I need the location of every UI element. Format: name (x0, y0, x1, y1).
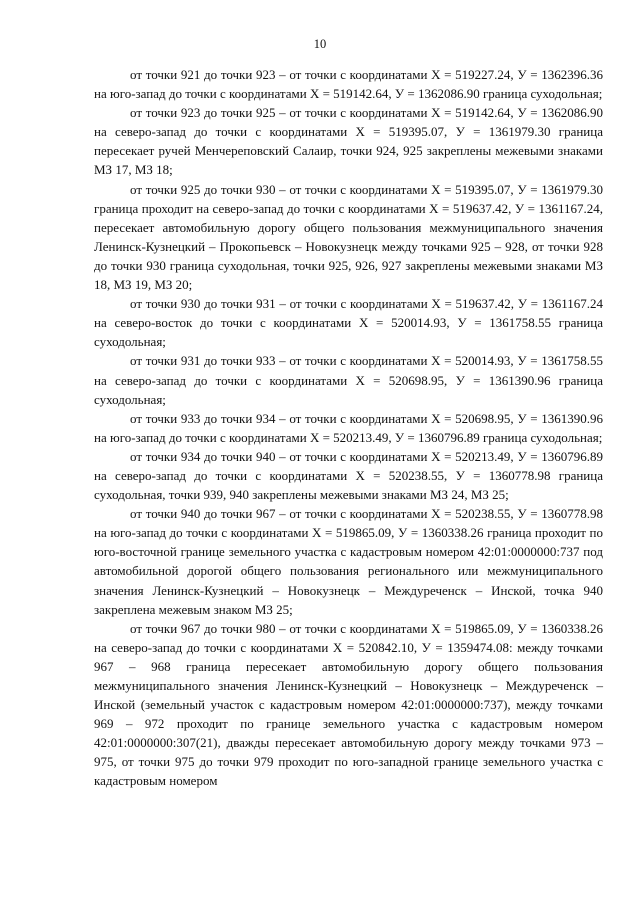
boundary-paragraph-967-980: от точки 967 до точки 980 – от точки с координатами Х = 519865.09, У = 1360338.26 на северо-запад до точки с координатами Х = 520842.10, У = 1359474.08: между точками 967 – 968 граница пересекает автомобильную дорогу общего пользования межмуниципального значения Ленинск-Кузнецкий – Новокузнецк – Междуреченск – Инской (земельный участок с кадастровым номером 42:01:0000000:737), между точками 969 – 972 проходит по границе земельного участка с кадастровым номером 42:01:0000000:307(21), дважды пересекает автомобильную дорогу между точками 973 – 975, от точки 975 до точки 979 проходит по юго-западной границе земельного участка с кадастровым номером (94, 620, 603, 789)
page-number: 10 (313, 37, 327, 51)
boundary-paragraph-923-925: от точки 923 до точки 925 – от точки с координатами Х = 519142.64, У = 1362086.90 на северо-запад до точки с координатами Х = 519395.07, У = 1361979.30 граница пересекает ручей Менчереповский Салаир, точки 924, 925 закреплены межевыми знаками МЗ 17, МЗ 18; (94, 105, 603, 178)
boundary-paragraph-931-933: от точки 931 до точки 933 – от точки с координатами Х = 520014.93, У = 1361758.55 на северо-запад до точки с координатами Х = 520698.95, У = 1361390.96 граница суходольная; (94, 353, 603, 407)
boundary-paragraph-934-940: от точки 934 до точки 940 – от точки с координатами Х = 520213.49, У = 1360796.89 на северо-запад до точки с координатами Х = 520238.55, У = 1360778.98 граница суходольная, точки 939, 940 закреплены межевыми знаками МЗ 24, МЗ 25; (94, 448, 603, 503)
boundary-paragraph-925-930: от точки 925 до точки 930 – от точки с координатами Х = 519395.07, У = 1361979.30 граница проходит на северо-запад до точки с координатами Х = 519637.42, У = 1361167.24, пересекает автомобильную дорогу общего пользования межмуниципального значения Ленинск-Кузнецкий – Прокопьевск – Новокузнецк между точками 925 – 928, от точки 928 до точки 930 граница суходольная, точки 925, 926, 927 закреплены межевыми знаками МЗ 18, МЗ 19, МЗ 20; (94, 181, 603, 293)
boundary-paragraph-940-967: от точки 940 до точки 967 – от точки с координатами Х = 520238.55, У = 1360778.98 на юго-запад до точки с координатами Х = 519865.09, У = 1360338.26 граница проходит по юго-восточной границе земельного участка с кадастровым номером 42:01:0000000:737 под автомобильной дорогой общего пользования регионального или межмуниципального значения Ленинск-Кузнецкий – Новокузнецк – Междуреченск – Инской, точка 940 закреплена межевым знаком МЗ 25; (94, 506, 603, 617)
boundary-paragraph-921-923: от точки 921 до точки 923 – от точки с координатами Х = 519227.24, У = 1362396.36 на юго-запад до точки с координатами Х = 519142.64, У = 1362086.90 граница суходольная; (94, 67, 603, 102)
boundary-paragraph-933-934: от точки 933 до точки 934 – от точки с координатами Х = 520698.95, У = 1361390.96 на юго-запад до точки с координатами Х = 520213.49, У = 1360796.89 граница суходольная; (94, 410, 603, 445)
boundary-paragraph-930-931: от точки 930 до точки 931 – от точки с координатами Х = 519637.42, У = 1361167.24 на северо-восток до точки с координатами Х = 520014.93, У = 1361758.55 граница суходольная; (94, 296, 603, 350)
document-body (94, 65, 603, 791)
